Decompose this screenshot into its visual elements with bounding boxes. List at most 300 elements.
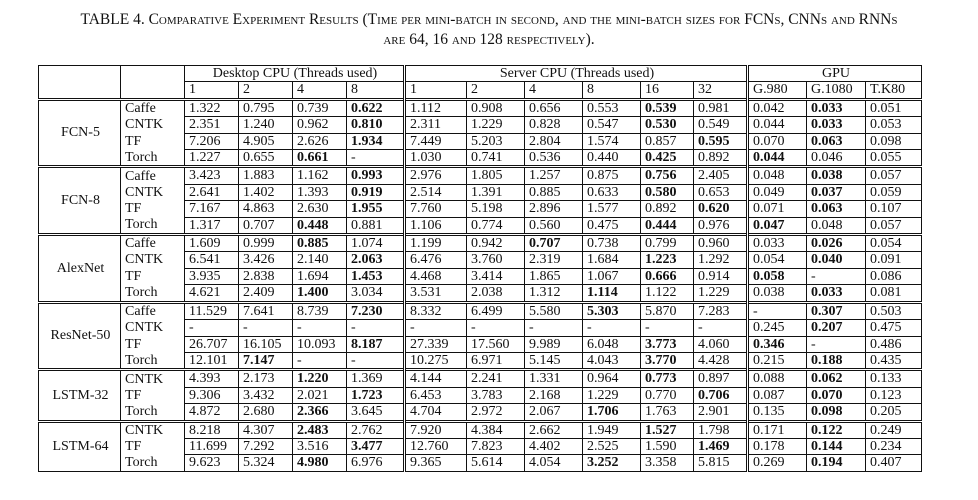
time-cell: 4.060 [694, 336, 748, 352]
time-cell: 4.384 [467, 421, 525, 438]
best-time-cell: 2.366 [293, 404, 347, 421]
time-cell: 0.707 [239, 217, 293, 234]
best-time-cell: 0.207 [807, 320, 866, 336]
time-cell: 2.525 [583, 438, 641, 454]
tool-label: TF [121, 201, 185, 217]
best-time-cell: 1.723 [347, 387, 405, 403]
time-cell: 0.875 [583, 167, 641, 184]
time-cell: - [293, 352, 347, 369]
time-cell: 0.171 [748, 421, 807, 438]
results-table [38, 65, 922, 472]
time-cell: 1.229 [467, 117, 525, 133]
time-cell: 0.560 [525, 217, 583, 234]
time-cell: 2.630 [293, 201, 347, 217]
gpu-g1080-header: G.1080 [807, 82, 866, 99]
time-cell: 27.339 [405, 336, 467, 352]
time-cell: 1.074 [347, 235, 405, 252]
tool-label: TF [121, 133, 185, 149]
time-cell: 0.435 [866, 352, 922, 369]
best-time-cell: 0.885 [293, 235, 347, 252]
time-cell: 0.123 [866, 387, 922, 403]
time-cell: 0.553 [583, 99, 641, 116]
table-row [39, 252, 922, 268]
time-cell: 7.920 [405, 421, 467, 438]
time-cell: 1.684 [583, 252, 641, 268]
time-cell: 0.269 [748, 455, 807, 471]
best-time-cell: 0.033 [807, 117, 866, 133]
time-cell: 0.440 [583, 150, 641, 167]
time-cell: 0.046 [807, 150, 866, 167]
time-cell: 9.365 [405, 455, 467, 471]
time-cell: 5.870 [641, 302, 694, 319]
best-time-cell: 1.400 [293, 285, 347, 302]
time-cell: - [405, 320, 467, 336]
time-cell: 0.133 [866, 370, 922, 387]
time-cell: 1.106 [405, 217, 467, 234]
time-cell: 0.981 [694, 99, 748, 116]
tool-label: TF [121, 336, 185, 352]
time-cell: 5.198 [467, 201, 525, 217]
time-cell: 2.168 [525, 387, 583, 403]
tool-label: TF [121, 438, 185, 454]
time-cell: - [347, 320, 405, 336]
best-time-cell: 3.773 [641, 336, 694, 352]
time-cell: 0.055 [866, 150, 922, 167]
time-cell: 1.162 [293, 167, 347, 184]
time-cell: 0.962 [293, 117, 347, 133]
time-cell: 11.699 [185, 438, 239, 454]
table-row [39, 184, 922, 200]
tool-label: CNTK [121, 117, 185, 133]
time-cell: 0.059 [866, 184, 922, 200]
time-cell: 0.964 [583, 370, 641, 387]
time-cell: 1.229 [694, 285, 748, 302]
time-cell: 1.312 [525, 285, 583, 302]
time-cell: - [583, 320, 641, 336]
tool-label: Torch [121, 404, 185, 421]
tool-label: Torch [121, 352, 185, 369]
desktop-thread-8-header: 8 [347, 82, 405, 99]
time-cell: 11.529 [185, 302, 239, 319]
time-cell: 3.783 [467, 387, 525, 403]
time-cell: 0.881 [347, 217, 405, 234]
table-row [39, 404, 922, 421]
time-cell: 2.241 [467, 370, 525, 387]
server-thread-32-header: 32 [694, 82, 748, 99]
time-cell: 3.426 [239, 252, 293, 268]
time-cell: 1.609 [185, 235, 239, 252]
best-time-cell: 0.580 [641, 184, 694, 200]
best-time-cell: 3.252 [583, 455, 641, 471]
network-label: AlexNet [39, 235, 121, 303]
time-cell: 3.034 [347, 285, 405, 302]
time-cell: 0.088 [748, 370, 807, 387]
time-cell: 1.112 [405, 99, 467, 116]
time-cell: 12.760 [405, 438, 467, 454]
best-time-cell: 4.980 [293, 455, 347, 471]
time-cell: - [293, 320, 347, 336]
time-cell: 7.283 [694, 302, 748, 319]
time-cell: 4.043 [583, 352, 641, 369]
time-cell: - [185, 320, 239, 336]
time-cell: 16.105 [239, 336, 293, 352]
time-cell: - [239, 320, 293, 336]
time-cell: 1.122 [641, 285, 694, 302]
time-cell: 4.402 [525, 438, 583, 454]
time-cell: 0.739 [293, 99, 347, 116]
results-table-body [39, 66, 922, 472]
time-cell: 0.051 [866, 99, 922, 116]
time-cell: 0.976 [694, 217, 748, 234]
time-cell: 0.653 [694, 184, 748, 200]
time-cell: 1.798 [694, 421, 748, 438]
best-time-cell: 0.063 [807, 201, 866, 217]
time-cell: 1.067 [583, 268, 641, 284]
time-cell: 0.178 [748, 438, 807, 454]
best-time-cell: 3.477 [347, 438, 405, 454]
time-cell: 0.086 [866, 268, 922, 284]
best-time-cell: 2.063 [347, 252, 405, 268]
time-cell: 1.229 [583, 387, 641, 403]
time-cell: 3.531 [405, 285, 467, 302]
time-cell: 0.547 [583, 117, 641, 133]
time-cell: 3.760 [467, 252, 525, 268]
network-label: LSTM-32 [39, 370, 121, 421]
best-time-cell: 8.187 [347, 336, 405, 352]
time-cell: 2.140 [293, 252, 347, 268]
table-row [39, 285, 922, 302]
time-cell: 0.249 [866, 421, 922, 438]
time-cell: 3.516 [293, 438, 347, 454]
time-cell: 2.972 [467, 404, 525, 421]
best-time-cell: 0.661 [293, 150, 347, 167]
time-cell: 1.763 [641, 404, 694, 421]
time-cell: 5.580 [525, 302, 583, 319]
time-cell: 4.307 [239, 421, 293, 438]
table-row [39, 268, 922, 284]
time-cell: 7.449 [405, 133, 467, 149]
time-cell: 0.044 [748, 117, 807, 133]
best-time-cell: 0.038 [807, 167, 866, 184]
best-time-cell: 0.810 [347, 117, 405, 133]
time-cell: 4.393 [185, 370, 239, 387]
time-cell: - [807, 336, 866, 352]
time-cell: 0.107 [866, 201, 922, 217]
time-cell: 0.475 [583, 217, 641, 234]
best-time-cell: 2.483 [293, 421, 347, 438]
time-cell: 0.053 [866, 117, 922, 133]
time-cell: 7.760 [405, 201, 467, 217]
time-cell: - [525, 320, 583, 336]
time-cell: 5.815 [694, 455, 748, 471]
time-cell: 0.245 [748, 320, 807, 336]
time-cell: 0.536 [525, 150, 583, 167]
time-cell: 0.999 [239, 235, 293, 252]
best-time-cell: 0.756 [641, 167, 694, 184]
time-cell: 0.054 [748, 252, 807, 268]
time-cell: 1.393 [293, 184, 347, 200]
time-cell: 6.971 [467, 352, 525, 369]
best-time-cell: 0.144 [807, 438, 866, 454]
time-cell: 0.549 [694, 117, 748, 133]
best-time-cell: 0.044 [748, 150, 807, 167]
best-time-cell: 0.194 [807, 455, 866, 471]
time-cell: 12.101 [185, 352, 239, 369]
tool-label: Caffe [121, 167, 185, 184]
best-time-cell: 0.307 [807, 302, 866, 319]
best-time-cell: 3.770 [641, 352, 694, 369]
best-time-cell: 0.595 [694, 133, 748, 149]
time-cell: 9.989 [525, 336, 583, 352]
tool-label: CNTK [121, 184, 185, 200]
time-cell: - [641, 320, 694, 336]
time-cell: 2.038 [467, 285, 525, 302]
best-time-cell: 0.448 [293, 217, 347, 234]
best-time-cell: 1.114 [583, 285, 641, 302]
time-cell: 1.577 [583, 201, 641, 217]
time-cell: 2.901 [694, 404, 748, 421]
time-cell: 5.203 [467, 133, 525, 149]
time-cell: 1.257 [525, 167, 583, 184]
time-cell: 0.897 [694, 370, 748, 387]
time-cell: 1.331 [525, 370, 583, 387]
time-cell: 2.804 [525, 133, 583, 149]
time-cell: 1.030 [405, 150, 467, 167]
best-time-cell: 0.098 [807, 404, 866, 421]
time-cell: 0.038 [748, 285, 807, 302]
time-cell: 3.423 [185, 167, 239, 184]
time-cell: - [694, 320, 748, 336]
tool-label: Torch [121, 150, 185, 167]
time-cell: 2.976 [405, 167, 467, 184]
time-cell: 0.215 [748, 352, 807, 369]
best-time-cell: 0.707 [525, 235, 583, 252]
best-time-cell: 0.070 [807, 387, 866, 403]
desktop-thread-4-header: 4 [293, 82, 347, 99]
server-thread-1-header: 1 [405, 82, 467, 99]
time-cell: 2.680 [239, 404, 293, 421]
time-cell: 1.391 [467, 184, 525, 200]
time-cell: 0.048 [748, 167, 807, 184]
best-time-cell: 0.037 [807, 184, 866, 200]
time-cell: 0.087 [748, 387, 807, 403]
time-cell: 3.432 [239, 387, 293, 403]
time-cell: 4.704 [405, 404, 467, 421]
time-cell: 0.892 [641, 201, 694, 217]
time-cell: 1.369 [347, 370, 405, 387]
time-cell: 1.694 [293, 268, 347, 284]
table-caption [20, 10, 958, 50]
time-cell: 0.486 [866, 336, 922, 352]
time-cell: 2.319 [525, 252, 583, 268]
tool-label: Torch [121, 285, 185, 302]
server-thread-16-header: 16 [641, 82, 694, 99]
network-label: FCN-5 [39, 99, 121, 167]
time-cell: 2.641 [185, 184, 239, 200]
best-time-cell: 1.934 [347, 133, 405, 149]
tool-label: Caffe [121, 99, 185, 116]
time-cell: 0.091 [866, 252, 922, 268]
time-cell: 2.351 [185, 117, 239, 133]
time-cell: 1.322 [185, 99, 239, 116]
time-cell: 8.739 [293, 302, 347, 319]
time-cell: 0.799 [641, 235, 694, 252]
best-time-cell: 0.346 [748, 336, 807, 352]
time-cell: 6.541 [185, 252, 239, 268]
time-cell: 4.428 [694, 352, 748, 369]
time-cell: 5.614 [467, 455, 525, 471]
best-time-cell: 0.047 [748, 217, 807, 234]
time-cell: 3.645 [347, 404, 405, 421]
best-time-cell: 5.303 [583, 302, 641, 319]
time-cell: 0.795 [239, 99, 293, 116]
time-cell: 0.205 [866, 404, 922, 421]
time-cell: 0.656 [525, 99, 583, 116]
caption-text: Comparative Experiment Results (Time per mini-batch in second, and the mini-batch sizes for FCNs, CNNs and RNNs [148, 11, 898, 28]
best-time-cell: 0.062 [807, 370, 866, 387]
tool-label: CNTK [121, 252, 185, 268]
tool-label: TF [121, 387, 185, 403]
time-cell: 0.048 [807, 217, 866, 234]
table-row [39, 167, 922, 184]
tool-label: CNTK [121, 421, 185, 438]
time-cell: 0.655 [239, 150, 293, 167]
table-row [39, 302, 922, 319]
time-cell: 0.135 [748, 404, 807, 421]
time-cell: 5.145 [525, 352, 583, 369]
desktop-thread-2-header: 2 [239, 82, 293, 99]
table-row [39, 150, 922, 167]
time-cell: 3.414 [467, 268, 525, 284]
header-row-groups [39, 66, 922, 82]
time-cell: 1.199 [405, 235, 467, 252]
table-row [39, 387, 922, 403]
time-cell: 2.405 [694, 167, 748, 184]
time-cell: 4.905 [239, 133, 293, 149]
network-label: FCN-8 [39, 167, 121, 235]
best-time-cell: 0.622 [347, 99, 405, 116]
caption-text-line2: are 64, 16 and 128 respectively). [383, 31, 595, 48]
time-cell: 4.468 [405, 268, 467, 284]
best-time-cell: 0.666 [641, 268, 694, 284]
time-cell: 7.292 [239, 438, 293, 454]
time-cell: 0.070 [748, 133, 807, 149]
time-cell: 0.098 [866, 133, 922, 149]
time-cell: 0.960 [694, 235, 748, 252]
time-cell: 9.306 [185, 387, 239, 403]
time-cell: 0.885 [525, 184, 583, 200]
time-cell: 4.621 [185, 285, 239, 302]
time-cell: 0.770 [641, 387, 694, 403]
best-time-cell: 7.230 [347, 302, 405, 319]
time-cell: 0.081 [866, 285, 922, 302]
time-cell: 6.476 [405, 252, 467, 268]
time-cell: 2.896 [525, 201, 583, 217]
time-cell: 2.409 [239, 285, 293, 302]
time-cell: 8.218 [185, 421, 239, 438]
best-time-cell: 1.220 [293, 370, 347, 387]
time-cell: 10.275 [405, 352, 467, 369]
time-cell: 2.626 [293, 133, 347, 149]
time-cell: 1.574 [583, 133, 641, 149]
table-row [39, 99, 922, 116]
best-time-cell: 1.527 [641, 421, 694, 438]
time-cell: 3.935 [185, 268, 239, 284]
time-cell: 1.590 [641, 438, 694, 454]
time-cell: 4.144 [405, 370, 467, 387]
time-cell: 0.057 [866, 217, 922, 234]
time-cell: 2.514 [405, 184, 467, 200]
table-row [39, 235, 922, 252]
tool-label: CNTK [121, 320, 185, 336]
time-cell: 2.838 [239, 268, 293, 284]
time-cell: 0.738 [583, 235, 641, 252]
table-row [39, 117, 922, 133]
server-thread-2-header: 2 [467, 82, 525, 99]
best-time-cell: 0.122 [807, 421, 866, 438]
tool-label: CNTK [121, 370, 185, 387]
time-cell: 26.707 [185, 336, 239, 352]
time-cell: 1.883 [239, 167, 293, 184]
time-cell: 0.774 [467, 217, 525, 234]
time-cell: 6.453 [405, 387, 467, 403]
network-label: LSTM-64 [39, 421, 121, 471]
time-cell: 4.863 [239, 201, 293, 217]
best-time-cell: 0.063 [807, 133, 866, 149]
time-cell: 0.042 [748, 99, 807, 116]
tool-label: Caffe [121, 235, 185, 252]
best-time-cell: 1.955 [347, 201, 405, 217]
best-time-cell: 0.188 [807, 352, 866, 369]
time-cell: 7.167 [185, 201, 239, 217]
best-time-cell: 0.773 [641, 370, 694, 387]
best-time-cell: 0.993 [347, 167, 405, 184]
best-time-cell: 0.706 [694, 387, 748, 403]
time-cell: 0.857 [641, 133, 694, 149]
table-row [39, 455, 922, 471]
desktop-cpu-header: Desktop CPU (Threads used) [185, 66, 405, 82]
time-cell: 1.865 [525, 268, 583, 284]
time-cell: 1.402 [239, 184, 293, 200]
best-time-cell: 0.539 [641, 99, 694, 116]
caption-label: TABLE 4. [80, 11, 145, 28]
best-time-cell: 1.469 [694, 438, 748, 454]
time-cell: 1.949 [583, 421, 641, 438]
table-row [39, 320, 922, 336]
server-thread-8-header: 8 [583, 82, 641, 99]
best-time-cell: 7.147 [239, 352, 293, 369]
time-cell: 4.872 [185, 404, 239, 421]
desktop-thread-1-header: 1 [185, 82, 239, 99]
best-time-cell: 0.026 [807, 235, 866, 252]
time-cell: - [467, 320, 525, 336]
tool-label: TF [121, 268, 185, 284]
best-time-cell: 0.033 [807, 99, 866, 116]
time-cell: 0.914 [694, 268, 748, 284]
time-cell: 3.358 [641, 455, 694, 471]
server-cpu-header: Server CPU (Threads used) [405, 66, 748, 82]
time-cell: 0.071 [748, 201, 807, 217]
time-cell: 2.762 [347, 421, 405, 438]
table-row [39, 352, 922, 369]
time-cell: 5.324 [239, 455, 293, 471]
best-time-cell: 0.919 [347, 184, 405, 200]
time-cell: 0.033 [748, 235, 807, 252]
time-cell: 0.234 [866, 438, 922, 454]
time-cell: 2.662 [525, 421, 583, 438]
time-cell: 2.311 [405, 117, 467, 133]
server-thread-4-header: 4 [525, 82, 583, 99]
